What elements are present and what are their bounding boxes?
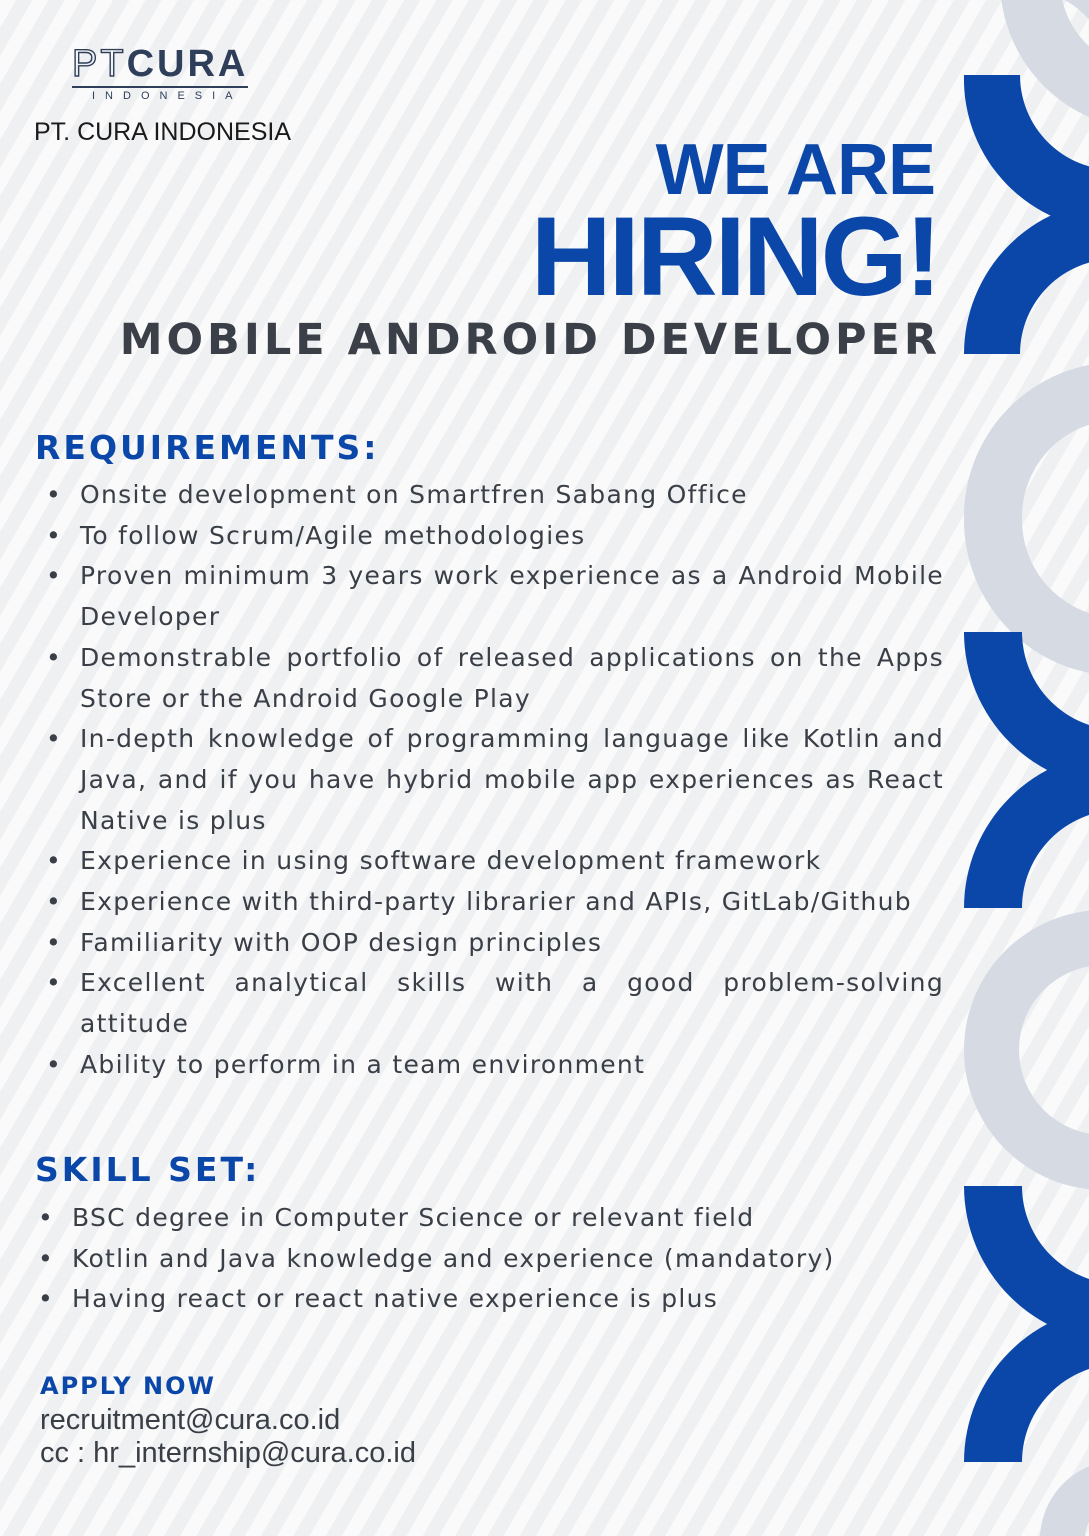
requirement-item: • Proven minimum 3 years work experience as a Android Mobile Developer: [80, 556, 944, 637]
recruitment-email: recruitment@cura.co.id: [40, 1404, 341, 1436]
requirement-item: • Onsite development on Smartfren Sabang Office: [80, 475, 944, 516]
job-title: MOBILE ANDROID DEVELOPER: [119, 315, 941, 365]
requirement-item: • Excellent analytical skills with a good problem-solving attitude: [80, 963, 944, 1044]
requirement-item: • Familiarity with OOP design principles: [80, 923, 944, 964]
company-name: PT. CURA INDONESIA: [34, 118, 291, 146]
skill-item: • Having react or react native experience is plus: [72, 1279, 952, 1320]
skill-item: • BSC degree in Computer Science or relevant field: [72, 1198, 952, 1239]
headline-hiring: HIRING!: [530, 194, 939, 319]
requirements-list: [80, 475, 944, 1086]
logo-rule: [72, 86, 248, 88]
skillset-list: [72, 1198, 952, 1320]
requirement-item: • Demonstrable portfolio of released applications on the Apps Store or the Android Google Play: [80, 638, 944, 719]
requirement-item: • Experience with third-party librarier and APIs, GitLab/Github: [80, 882, 944, 923]
logo-wordmark: PTCURA: [72, 43, 249, 85]
cc-email: cc : hr_internship@cura.co.id: [40, 1437, 416, 1469]
skillset-title: SKILL SET:: [35, 1150, 261, 1189]
company-logo: [72, 42, 252, 102]
requirement-item: • Experience in using software development framework: [80, 841, 944, 882]
headline-we-are: WE ARE: [655, 130, 935, 210]
logo-subtitle: INDONESIA: [92, 90, 243, 102]
requirement-item: • In-depth knowledge of programming language like Kotlin and Java, and if you have hybrid mobile app experiences as React Native is plus: [80, 719, 944, 841]
requirement-item: • Ability to perform in a team environment: [80, 1045, 944, 1086]
requirements-title: REQUIREMENTS:: [35, 428, 380, 467]
skill-item: • Kotlin and Java knowledge and experience (mandatory): [72, 1239, 952, 1280]
requirement-item: • To follow Scrum/Agile methodologies: [80, 516, 944, 557]
apply-now-heading: APPLY NOW: [40, 1372, 217, 1400]
